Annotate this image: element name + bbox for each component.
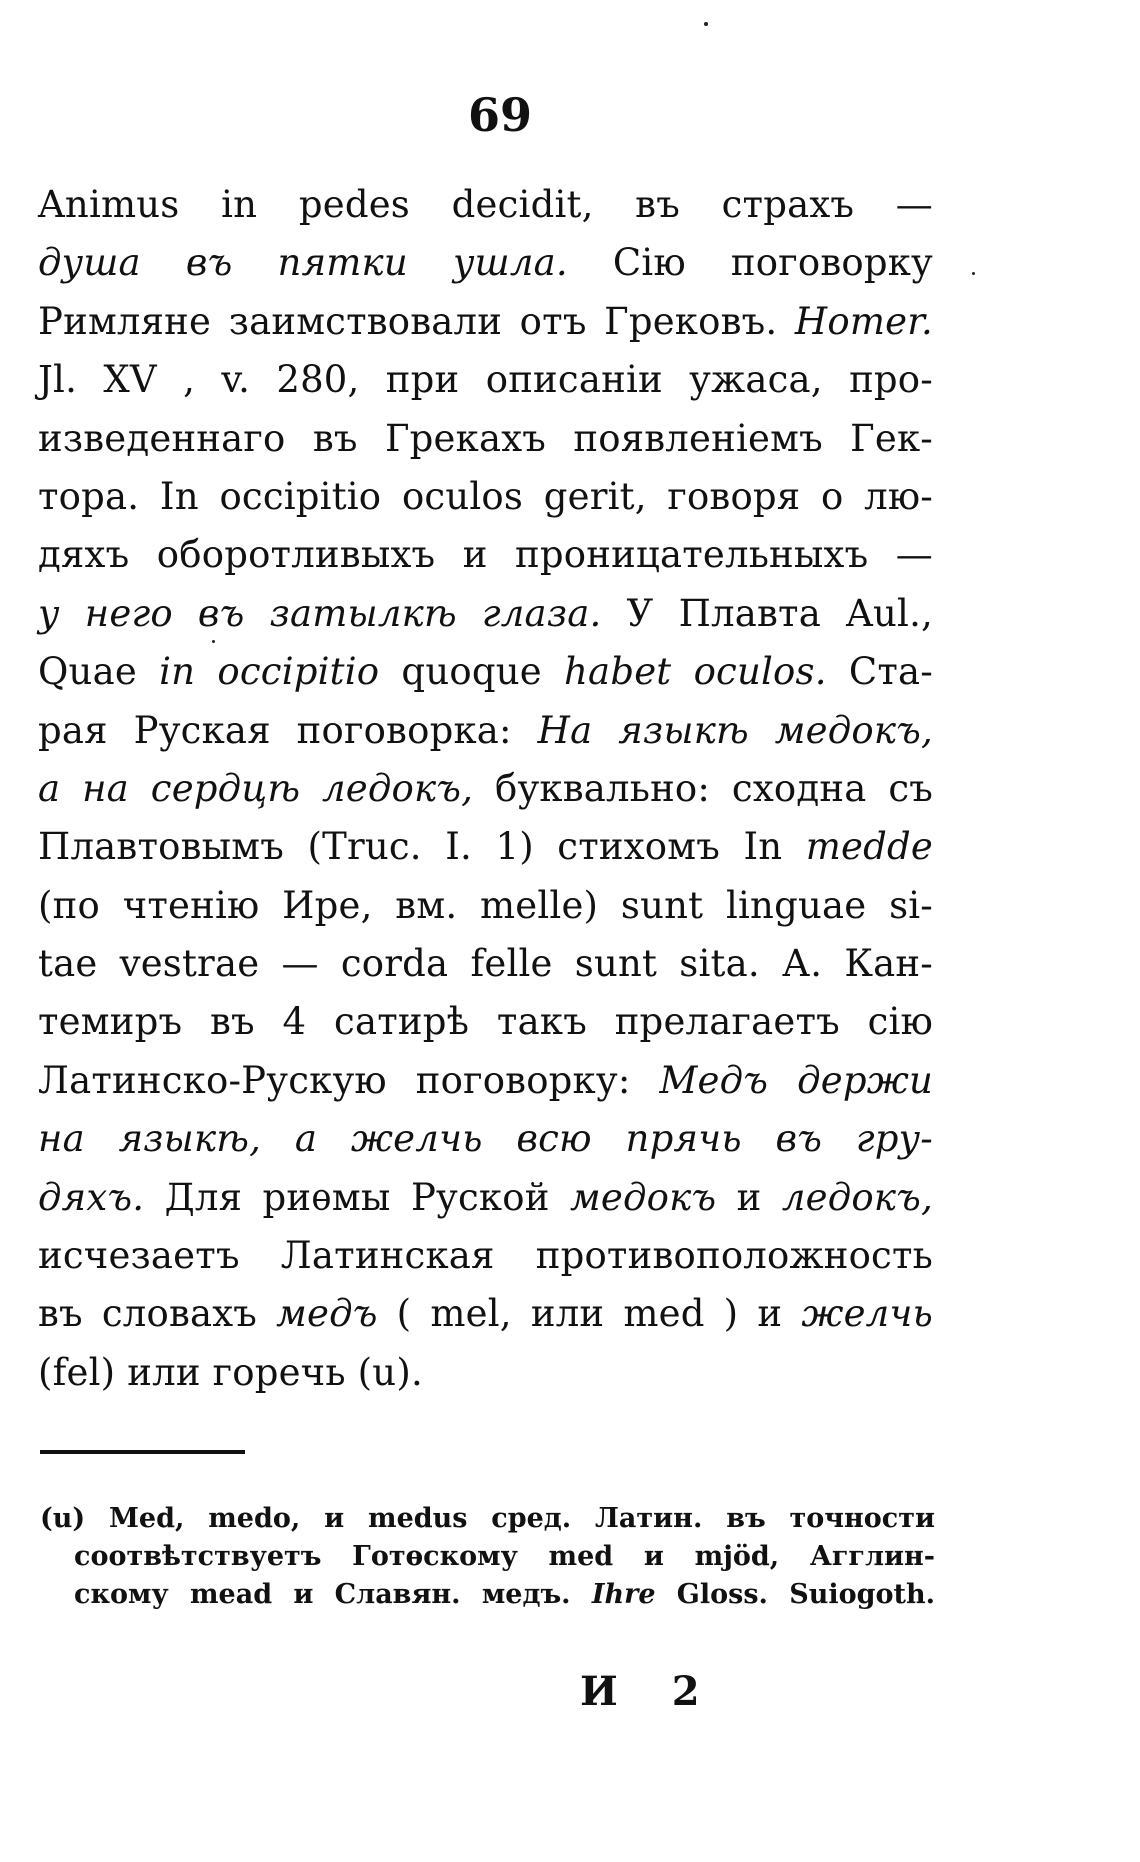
text-line: [38, 410, 933, 468]
text-run: въ словахъ: [38, 1292, 277, 1336]
text-line: [38, 993, 933, 1051]
text-run: Jl. XV , v. 280, при описаніи ужаса, про-: [38, 358, 933, 402]
text-run: Quae: [38, 650, 160, 694]
text-line: [38, 234, 933, 292]
italic-text: medde: [805, 825, 933, 869]
page-number: 69: [467, 88, 532, 142]
text-run: темиръ въ 4 сатирѣ такъ прелагаетъ сію: [38, 1000, 933, 1044]
footnote: [40, 1500, 935, 1614]
text-line: [38, 1227, 933, 1285]
text-line: [38, 1344, 933, 1402]
text-line: [38, 818, 933, 876]
text-run: Римляне заимствовали отъ Грековъ.: [38, 299, 795, 343]
text-line: [38, 643, 933, 701]
text-line: [38, 702, 933, 760]
text-line: [38, 293, 933, 351]
italic-text: на языкѣ, а желчь всю прячь въ гру-: [38, 1117, 933, 1161]
italic-text: у него въ затылкѣ глаза.: [38, 591, 602, 635]
text-run: соотвѣтствуетъ Готѳскому med и mjöd, Агглин-: [74, 1541, 935, 1572]
text-run: Ста-: [826, 650, 933, 694]
italic-text: habet oculos.: [564, 650, 827, 694]
printer-signature: И 2: [580, 1668, 702, 1715]
text-run: Сію поговорку: [567, 241, 934, 285]
italic-text: медъ: [276, 1292, 378, 1336]
text-run: рая Руская поговорка:: [38, 708, 538, 752]
text-run: изведеннаго въ Грекахъ появленіемъ Гек-: [38, 416, 933, 460]
italic-text: Медъ держи: [659, 1058, 933, 1102]
text-run: скому mead и Славян. медъ.: [74, 1579, 592, 1610]
italic-text: желчь: [801, 1292, 933, 1336]
italic-text: дяхъ.: [38, 1175, 145, 1219]
text-line: [38, 1285, 933, 1343]
text-run: Animus in pedes decidit, въ страхъ —: [38, 183, 933, 226]
italic-text: in occipitio: [159, 650, 380, 694]
text-line: [38, 526, 933, 584]
text-run: ( mel, или med ) и: [377, 1292, 802, 1336]
footnote-divider: [40, 1450, 245, 1454]
text-line: [38, 351, 933, 409]
text-line: [38, 1169, 933, 1227]
italic-text: а на сердцѣ ледокъ,: [38, 766, 474, 810]
text-run: дяхъ оборотливыхъ и проницательныхъ —: [38, 533, 933, 577]
print-speck: [212, 640, 215, 643]
main-text: [38, 176, 933, 1402]
print-speck: [972, 272, 975, 275]
italic-text: Homer.: [794, 299, 933, 343]
text-line: [38, 935, 933, 993]
text-line: [38, 585, 933, 643]
text-line: [38, 1052, 933, 1110]
text-run: буквально: сходна съ: [473, 766, 933, 810]
footnote-line: [40, 1576, 935, 1614]
text-run: (fel) или горечь (u).: [38, 1350, 423, 1394]
text-run: исчезаетъ Латинская противоположность: [38, 1234, 933, 1278]
italic-text: ледокъ,: [781, 1175, 933, 1219]
italic-text: медокъ: [569, 1175, 717, 1219]
text-run: У Плавта Aul.,: [601, 591, 933, 635]
italic-text: Ihre: [591, 1579, 656, 1610]
italic-text: душа въ пятки ушла.: [38, 241, 568, 285]
text-run: Gloss. Suiogoth.: [655, 1579, 935, 1610]
text-run: Для риѳмы Руской: [144, 1175, 570, 1219]
text-run: quoque: [379, 650, 565, 694]
footnote-line: [40, 1538, 935, 1576]
text-run: Плавтовымъ (Truc. I. 1) стихомъ In: [38, 825, 806, 869]
text-run: tae vestrae — corda felle sunt sita. А. Кан-: [38, 942, 933, 986]
text-line: [38, 1110, 933, 1168]
text-line: [38, 760, 933, 818]
footnote-line: [40, 1500, 935, 1538]
text-run: тора. In occipitio oculos gerit, говоря о лю-: [38, 474, 933, 518]
text-line: [38, 176, 933, 234]
print-speck: [704, 22, 708, 26]
text-run: Латинско-Рускую поговорку:: [38, 1058, 660, 1102]
text-run: (u) Med, medo, и medus сред. Латин. въ точности: [40, 1503, 935, 1534]
text-line: [38, 877, 933, 935]
text-line: [38, 468, 933, 526]
italic-text: На языкѣ медокъ,: [537, 708, 933, 752]
text-run: и: [716, 1175, 782, 1219]
text-run: (по чтенію Ире, вм. melle) sunt linguae si-: [38, 883, 933, 927]
